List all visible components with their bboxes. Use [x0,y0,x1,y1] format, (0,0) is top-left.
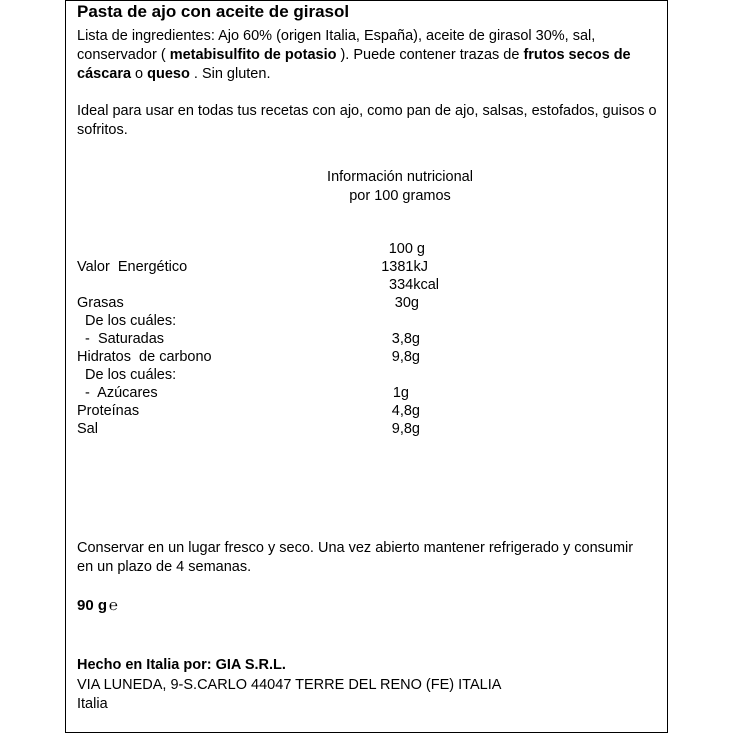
nutrition-value: 3,8g [391,331,420,347]
nutrition-value: 1g [392,385,409,401]
nutrition-value: 4,8g [391,403,420,419]
net-weight-value: 90 g [77,597,108,614]
ingredients-text [77,27,657,84]
allergen-nuts: frutos secos de cáscara [77,47,631,82]
manufacturer-address: VIA LUNEDA, 9-S.CARLO 44047 TERRE DEL RENO (FE) ITALIA [77,677,502,693]
allergen-cheese: queso [147,66,190,82]
storage-text: Conservar en un lugar fresco y seco. Una vez abierto mantener refrigerado y consumir en un plazo de 4 semanas. [77,540,634,575]
nutrition-value: 9,8g [391,421,420,437]
nutrition-column-header: 100 g [388,241,425,257]
ingredients-connector: o [131,66,148,82]
nutrition-label: Grasas [77,295,124,311]
nutrition-label: Sal [77,421,98,437]
net-weight [77,597,118,615]
nutrition-label: - Saturadas [77,331,165,347]
nutrition-label: Valor Energético [77,259,188,275]
nutrition-heading-line1: Información nutricional [327,169,473,185]
manufacturer-line1: Hecho en Italia por: GIA S.R.L. [77,657,286,673]
nutrition-label: De los cuáles: [77,367,177,383]
nutrition-value: 334kcal [389,277,439,293]
nutrition-label: De los cuáles: [77,313,177,329]
nutrition-heading [300,168,500,206]
ingredients-suffix: . Sin gluten. [189,66,271,82]
estimated-sign-icon: ℮ [109,597,119,614]
manufacturer-country: Italia [77,696,108,712]
ingredients-prefix: Lista de ingredientes: Ajo 60% (origen Italia, España), aceite de girasol 30%, sal, conservador ( [77,28,596,63]
nutrition-label: - Azúcares [77,385,158,401]
nutrition-value: 9,8g [391,349,420,365]
nutrition-heading-line2: por 100 gramos [349,188,451,204]
ingredients-mid: ). Puede contener trazas de [336,47,524,63]
nutrition-value: 1381kJ [381,259,428,275]
nutrition-value: 30g [394,295,419,311]
nutrition-label: Proteínas [77,403,140,419]
usage-text: Ideal para usar en todas tus recetas con ajo, como pan de ajo, salsas, estofados, guisos o sofritos. [77,103,657,138]
product-title: Pasta de ajo con aceite de girasol [77,2,350,21]
nutrition-label: Hidratos de carbono [77,349,212,365]
allergen-sulfite: metabisulfito de potasio [169,47,337,63]
